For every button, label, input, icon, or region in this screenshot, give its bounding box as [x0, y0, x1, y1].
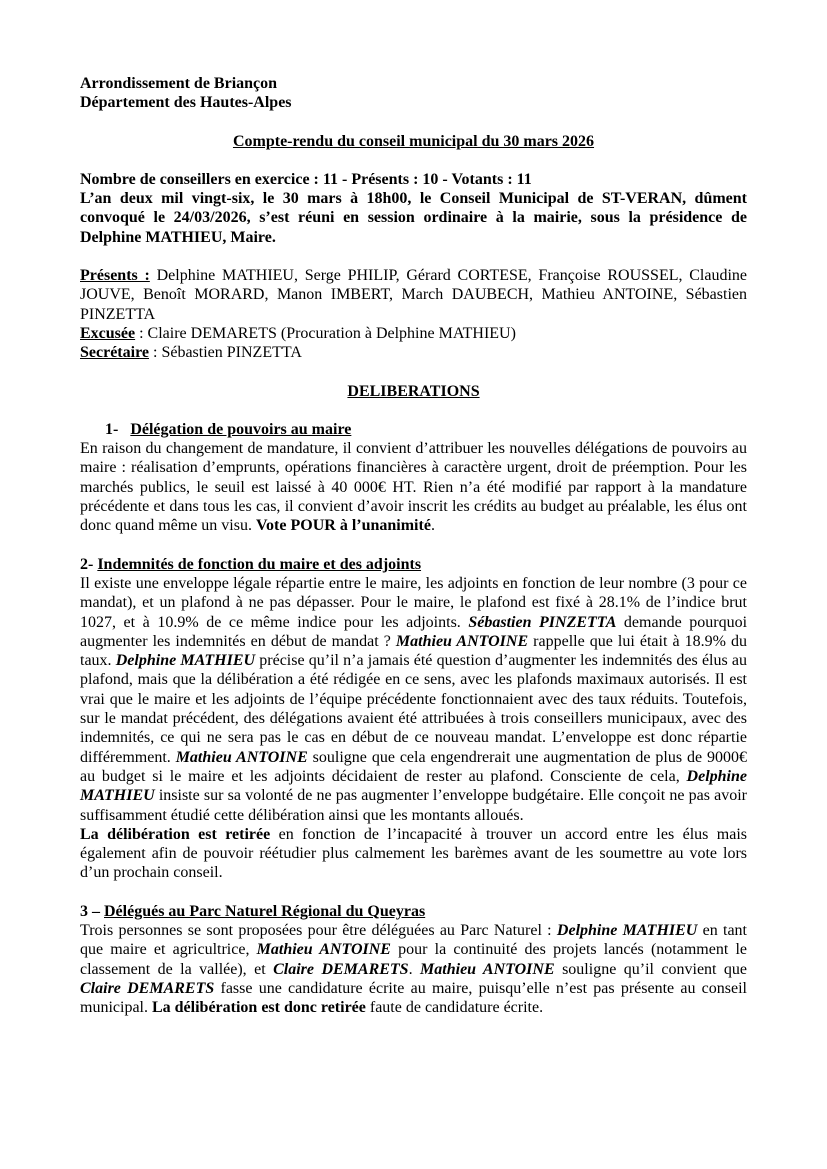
text-run: Indemnités de fonction du maire et des adjoints [97, 555, 422, 573]
header-line-1 [80, 74, 747, 93]
text-run: pour la continuité des projets lancés (notamment le classement de la vallée), et [80, 941, 747, 978]
text-run: souligne que cela engendrerait une augmentation de plus de 9000€ au budget si le maire et les adjoints décidaient de rester au plafond. Consciente de cela, [80, 748, 748, 785]
deliberation-1-heading [80, 420, 747, 439]
councillors-count-line [80, 170, 747, 189]
text-run: précise qu’il n’a jamais été question d’augmenter les indemnités des élus au plafond, mais que la délibération a été rédigée en ce sens, avec les plafonds maximaux autorisés. Il est vrai que le maire et les adjoints de l’équipe précédente fonctionnaient avec des taux réduits. Toutefois, sur le mandat précédent, des délégations avaient été attribuées à trois conseillers municipaux, avec des indemnités, ce qui ne sera pas le cas en début de ce nouveau mandat. L’enveloppe est donc répartie différemment. [80, 652, 748, 766]
text-run: : Claire DEMARETS (Procuration à Delphine MATHIEU) [135, 324, 516, 342]
text-run: 1- [105, 420, 119, 438]
text-run: rappelle que lui était à 18.9% du taux. [80, 632, 748, 670]
text-run: demande pourquoi augmenter les indemnités en début de mandat ? [80, 613, 748, 650]
text-run: Mathieu ANTOINE [420, 960, 555, 978]
deliberation-3-paragraph [80, 921, 747, 1017]
session-opening-paragraph [80, 189, 747, 247]
text-run: Delphine MATHIEU [556, 921, 698, 939]
text-run: La délibération est retirée [80, 825, 271, 843]
deliberations-heading [80, 382, 747, 401]
text-run: Secrétaire [80, 344, 149, 362]
deliberation-1-paragraph [80, 439, 747, 535]
attendance-excused [80, 324, 747, 343]
attendance-presents [80, 266, 747, 324]
text-run: Claire DEMARETS [273, 960, 409, 978]
text-run: Délégation de pouvoirs au maire [130, 420, 352, 438]
text-run: insiste sur sa volonté de ne pas augmenter l’enveloppe budgétaire. Elle conçoit ne pas avoir suffisamment étudié cette délibération ainsi que les montants alloués. [80, 787, 747, 824]
text-run: DELIBERATIONS [347, 382, 480, 400]
text-run: . [408, 960, 421, 978]
attendance-secretary [80, 343, 747, 362]
text-run: Mathieu ANTOINE [395, 632, 529, 650]
text-run: Claire DEMARETS [80, 979, 215, 997]
text-run: fasse une candidature écrite au maire, puisqu’elle n’est pas présente au conseil municipal. [80, 979, 747, 1017]
deliberation-3-heading [80, 902, 747, 921]
text-run: faute de candidature écrite. [365, 999, 544, 1017]
text-run: souligne qu’il convient que [554, 960, 748, 978]
text-run: en tant que maire et agricultrice, [80, 921, 748, 959]
text-run: Compte-rendu du conseil municipal du 30 mars 2026 [232, 132, 595, 150]
text-run: Trois personnes se sont proposées pour être déléguées au Parc Naturel : [80, 921, 557, 939]
text-run: Sébastien PINZETTA [468, 613, 617, 631]
text-run: Présents : [80, 267, 150, 285]
text-run: Département des Hautes-Alpes [80, 94, 292, 112]
deliberation-2-heading [80, 555, 747, 574]
header-line-2 [80, 93, 747, 112]
text-run: . [430, 517, 435, 535]
document-title [80, 132, 747, 151]
text-run: Delphine MATHIEU, Serge PHILIP, Gérard CORTESE, Françoise ROUSSEL, Claudine JOUVE, Benoît MORARD, Manon IMBERT, March DAUBECH, Mathieu ANTOINE, Sébastien PINZETTA [80, 267, 748, 323]
document-blocks [80, 74, 747, 1017]
deliberation-2-withdrawal [80, 825, 747, 883]
text-run: La délibération est donc retirée [151, 999, 366, 1017]
text-run: Délégués au Parc Naturel Régional du Queyras [104, 902, 426, 920]
text-run: Vote POUR à l’unanimité [255, 517, 431, 535]
text-run: L’an deux mil vingt-six, le 30 mars à 18h00, le Conseil Municipal de ST-VERAN, dûment convoqué le 24/03/2026, s’est réuni en session ordinaire à la mairie, sous la présidence de Delphine MATHIEU, Maire. [80, 190, 747, 246]
text-run: Delphine MATHIEU [80, 767, 747, 805]
text-run: 2- [80, 555, 98, 573]
text-run: : Sébastien PINZETTA [149, 344, 302, 362]
text-run: Mathieu ANTOINE [175, 748, 308, 766]
text-run: Arrondissement de Briançon [80, 75, 278, 92]
text-run: en fonction de l’incapacité à trouver un accord entre les élus mais également afin de pouvoir réétudier plus calmement les barèmes avant de les soumettre au vote lors d’un prochain conseil. [80, 825, 748, 882]
text-run: En raison du changement de mandature, il convient d’attribuer les nouvelles délégations de pouvoirs au maire : réalisation d’emprunts, opérations financières à caractère urgent, droit de préemption. Pour les marchés publics, le seuil est laissé à 40 000€ HT. Rien n’a été modifié par rapport à la mandature précédente et dans tous les cas, il convient d’avoir inscrit les crédits au budget au préalable, les élus ont donc quand même un visu. [80, 440, 747, 535]
text-run: 3 – [80, 902, 104, 920]
text-run: Delphine MATHIEU [115, 652, 256, 670]
text-run: Mathieu ANTOINE [256, 941, 391, 959]
text-run: Il existe une enveloppe légale répartie entre le maire, les adjoints en fonction de leur nombre (3 pour ce mandat), et un plafond à ne pas dépasser. Pour le maire, le plafond est fixé à 28.1% de l’indice brut 1027, et à 10.9% de ce même indice pour les adjoints. [80, 574, 747, 631]
text-run: Nombre de conseillers en exercice : 11 - Présents : 10 - Votants : 11 [80, 170, 532, 188]
text-run [118, 421, 130, 438]
deliberation-2-paragraph [80, 574, 747, 825]
text-run: Excusée [80, 324, 136, 342]
